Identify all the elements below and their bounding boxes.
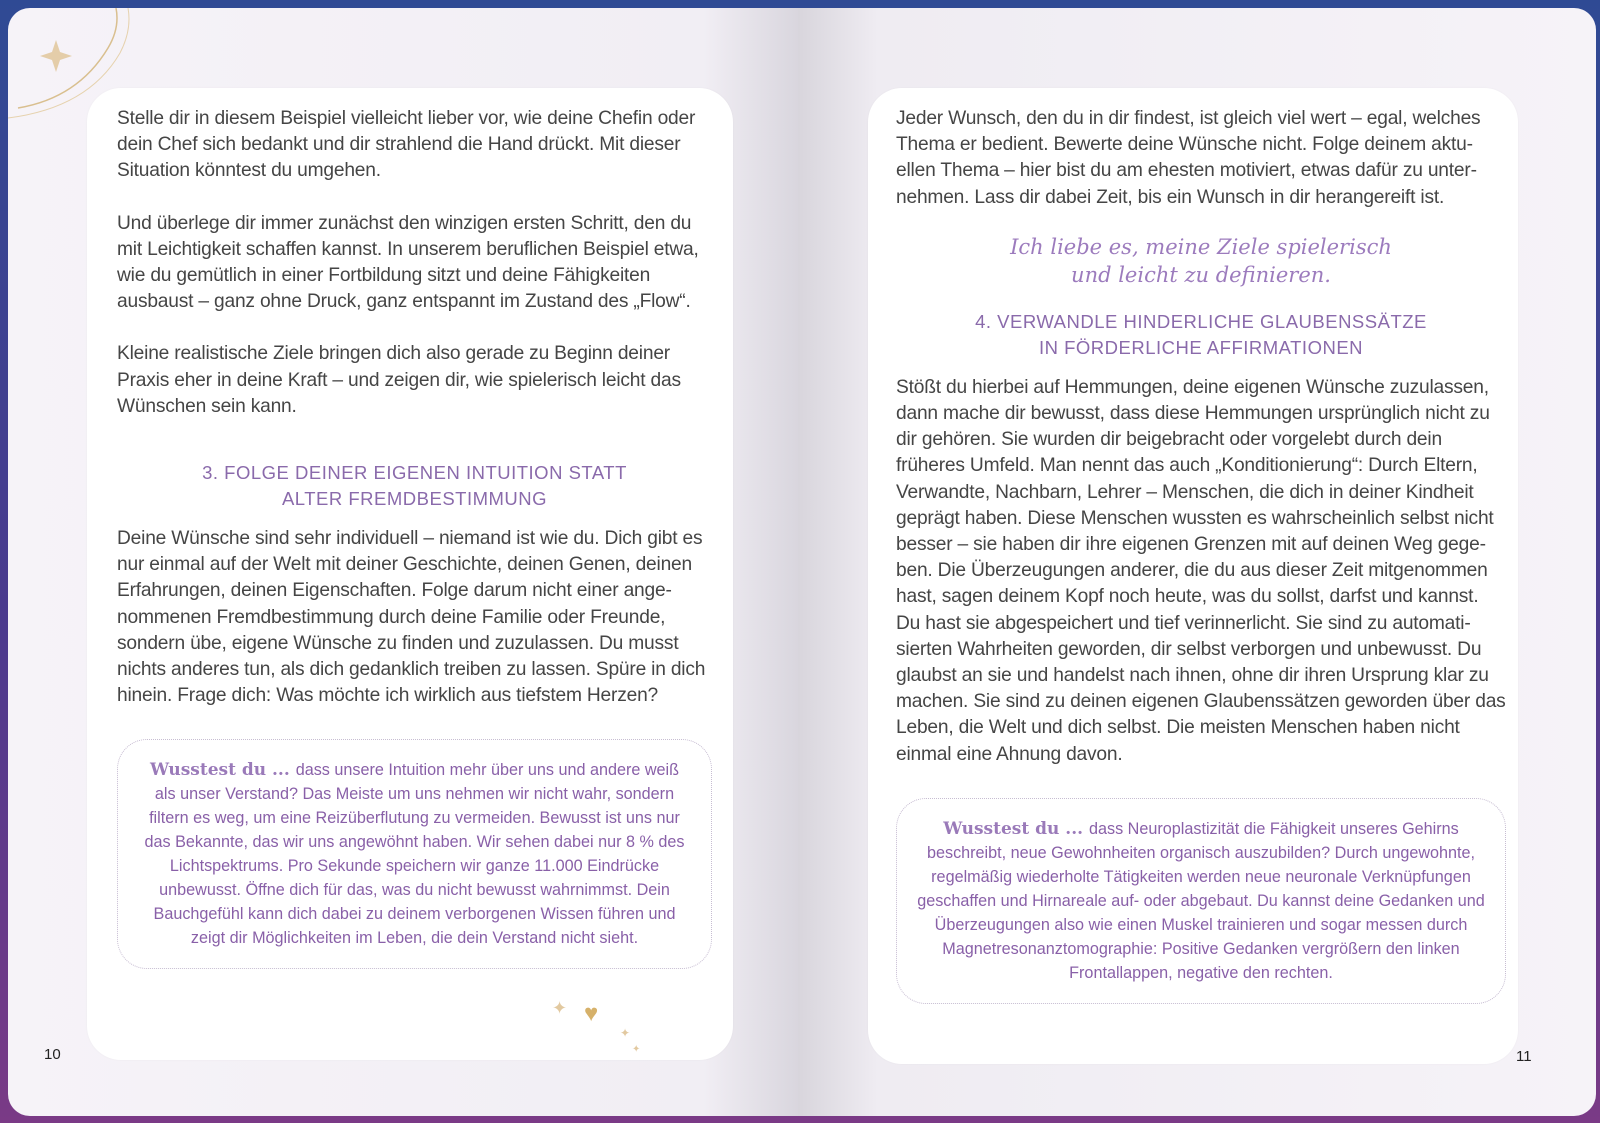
paragraph: Und überlege dir immer zunächst den winzigen ersten Schritt, den du mit Leichtigkeit schaffen kannst. In unserem beruflichen Beispiel etwa, wie du gemütlich in einer Fortbildung sitzt und deine Fähigkeiten ausbaust – ganz ohne Druck, ganz entspannt im Zustand des „Flow“.	[117, 212, 699, 313]
left-page	[8, 8, 798, 1116]
did-you-know-lead: Wusstest du ...	[943, 818, 1089, 839]
book-spread	[8, 8, 1596, 1116]
affirmation-quote	[896, 233, 1506, 289]
left-content-card	[87, 88, 733, 1060]
heading-line: 4. VERWANDLE HINDERLICHE GLAUBENSSÄTZE	[975, 310, 1427, 332]
did-you-know-box	[896, 798, 1506, 1004]
intro-paragraph: Jeder Wunsch, den du in dir findest, ist gleich viel wert – egal, welches Thema er bedient. Bewerte deine Wünsche nicht. Folge deinem aktu-ellen Thema – hier bist du am ehesten motiviert, etwas dafür zu unter-nehmen. Lass dir dabei Zeit, bis ein Wunsch in dir herangereift ist.	[896, 108, 1481, 208]
heading-line: IN FÖRDERLICHE AFFIRMATIONEN	[1038, 336, 1364, 358]
section-heading-4	[896, 309, 1506, 361]
sparkle-icon: ✦	[632, 1044, 641, 1055]
section-paragraph: Deine Wünsche sind sehr individuell – niemand ist wie du. Dich gibt es nur einmal auf der Welt mit deiner Geschichte, deinen Genen, deinen Erfahrungen, deinen Eigenschaften. Folge darum nicht einer ange-nommenen Fremdbestimmung durch deine Familie oder Freunde, sondern übe, eigene Wünsche zu finden und zuzulassen. Du musst nichts anderes tun, als dich gedanklich treiben zu lassen. Spüre in dich hinein. Frage dich: Was möchte ich wirklich aus tiefstem Herzen?	[117, 528, 706, 707]
page-number: 10	[44, 1046, 61, 1063]
did-you-know-text: dass Neuroplastizität die Fähigkeit unseres Gehirns beschreibt, neue Gewohnheiten organisch auszubilden? Durch ungewohnte, regelmäßig wiederholte Tätigkeiten werden neue neuronale Verknüpfungen geschaffen und Hirnareale auf- oder abgebaut. Du kannst deine Gedanken und Überzeugungen also wie einen Muskel trainieren und sogar messen durch Magnetresonanztomographie: Positive Gedanken vergrößern den linken Frontallappen, negative den rechten.	[917, 819, 1485, 982]
did-you-know-box	[117, 739, 712, 969]
heading-line: ALTER FREMDBESTIMMUNG	[281, 488, 548, 510]
right-content-card	[868, 88, 1518, 1064]
sparkle-icon: ✦	[552, 998, 568, 1018]
page-number: 11	[1516, 1048, 1532, 1065]
section-paragraph: Stößt du hierbei auf Hemmungen, deine eigenen Wünsche zuzulassen, dann mache dir bewusst, dass diese Hemmungen ursprünglich nicht zu dir gehören. Sie wurden dir beigebracht oder vorgelebt durch dein früheres Umfeld. Man nennt das auch „Konditionierung“: Durch Eltern, Verwandte, Nachbarn, Lehrer – Menschen, die dich in deiner Kindheit geprägt haben. Diese Menschen wussten es wahrscheinlich selbst nicht besser – sie haben dir ihre eigenen Grenzen mit auf deinen Weg gege-ben. Die Überzeugungen anderer, die du aus dieser Zeit mitgenommen hast, sagen deinem Kopf noch heute, was du sollst, darfst und kannst. Du hast sie abgespeichert und tief verinnerlicht. Sie sind zu automati-sierten Wahrheiten geworden, dir selbst verborgen und unbewusst. Du glaubst an sie und handelst nach ihnen, ohne dir ihren Ursprung klar zu machen. Sie sind zu deinen eigenen Glaubenssätzen geworden über das Leben, die Welt und dich selbst. Die meisten Menschen haben nicht einmal eine Ahnung davon.	[896, 376, 1506, 765]
affirmation-line: und leicht zu definieren.	[1071, 262, 1331, 287]
did-you-know-text: dass unsere Intuition mehr über uns und andere weiß als unser Verstand? Das Meiste um uns nehmen wir nicht wahr, sondern filtern es weg, um eine Reizüberflutung zu vermeiden. Bewusst ist uns nur das Bekannte, das wir uns angewöhnt haben. Wir sehen dabei nur 8 % des Lichtspektrums. Pro Sekunde speichern wir ganze 11.000 Eindrücke unbewusst. Öffne dich für das, was du nicht bewusst wahrnimmst. Dein Bauchgefühl kann dich dabei zu deinem verborgenen Wissen führen und zeigt dir Möglichkeiten im Leben, die dein Verstand nicht sieht.	[144, 761, 685, 948]
did-you-know-lead: Wusstest du ...	[149, 760, 296, 781]
sparkle-icon: ✦	[620, 1026, 631, 1040]
paragraph: Stelle dir in diesem Beispiel vielleicht lieber vor, wie deine Chefin oder dein Chef sich bedankt und dir strahlend die Hand drückt. Mit dieser Situation könntest du umgehen.	[117, 108, 696, 182]
heading-line: 3. FOLGE DEINER EIGENEN INTUITION STATT	[202, 462, 627, 484]
heart-icon: ♥	[584, 1000, 599, 1027]
paragraph: Kleine realistische Ziele bringen dich also gerade zu Beginn deiner Praxis eher in deine Kraft – und zeigen dir, wie spielerisch leicht das Wünschen sein kann.	[117, 343, 681, 417]
section-heading-3	[117, 460, 712, 512]
right-page	[798, 8, 1596, 1116]
affirmation-line: Ich liebe es, meine Ziele spielerisch	[1010, 234, 1392, 259]
